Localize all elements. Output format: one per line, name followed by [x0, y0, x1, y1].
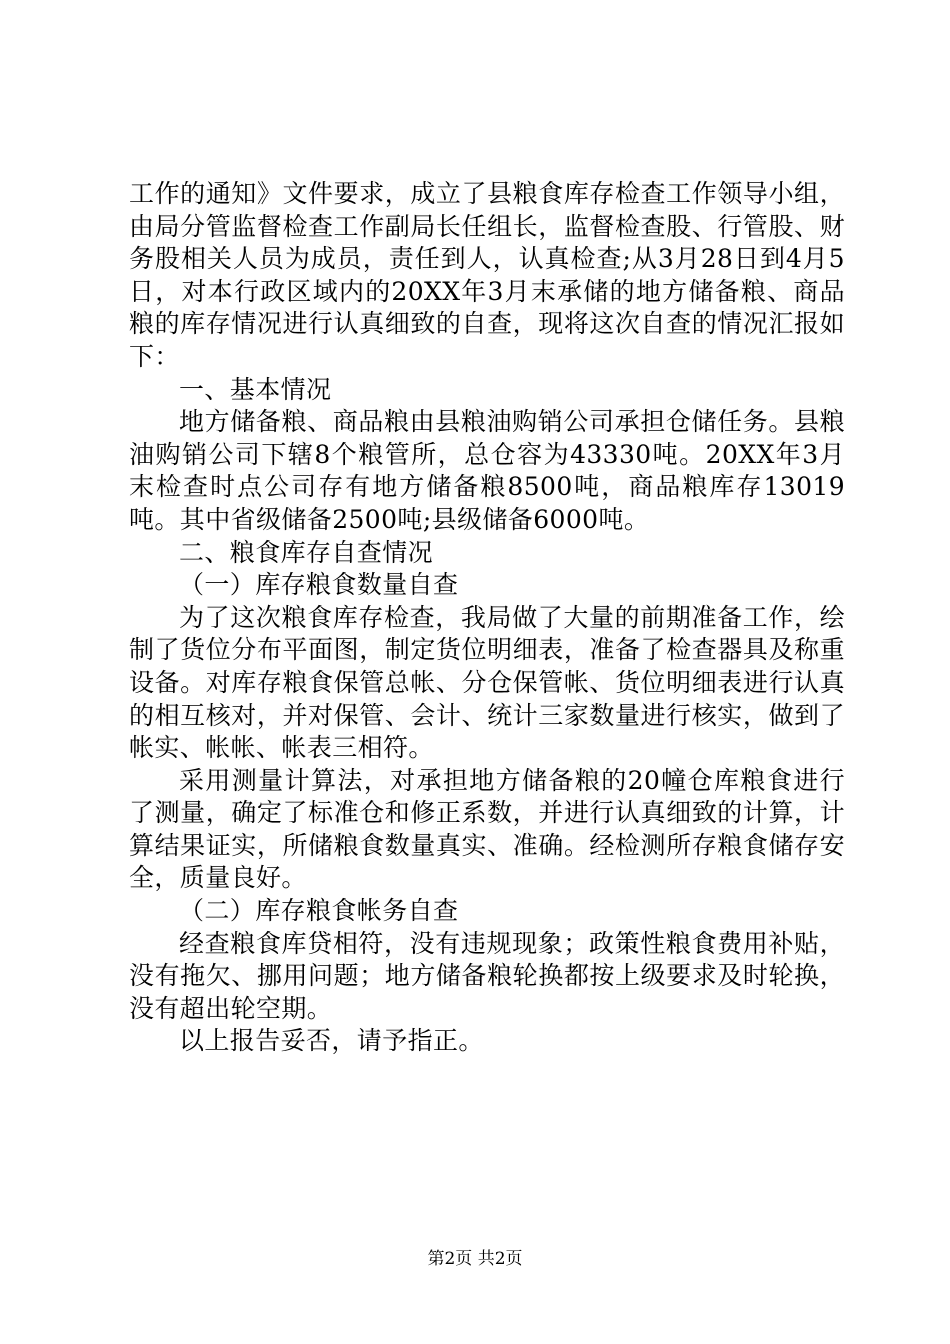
paragraph-measurement: 采用测量计算法，对承担地方储备粮的20幢仓库粮食进行了测量，确定了标准仓和修正系数，并进行认真细致的计算，计算结果证实，所储粮食数量真实、准确。经检测所存粮食储存安全，质量良好。 [129, 765, 845, 893]
subheading-accounts-check: （二）库存粮食帐务自查 [179, 896, 459, 926]
page-number: 第2页 共2页 [427, 1249, 523, 1269]
paragraph-accounts: 经查粮食库贷相符，没有违规现象；政策性粮食费用补贴，没有拖欠、挪用问题；地方储备粮轮换都按上级要求及时轮换，没有超出轮空期。 [129, 928, 845, 1023]
document-body [129, 178, 845, 1058]
page-footer [0, 1244, 950, 1269]
subheading-quantity-check: （一）库存粮食数量自查 [179, 570, 459, 600]
heading-basic-situation: 一、基本情况 [179, 374, 332, 404]
paragraph-closing: 以上报告妥否，请予指正。 [179, 1026, 484, 1056]
paragraph-intro: 工作的通知》文件要求，成立了县粮食库存检查工作领导小组，由局分管监督检查工作副局长任组长，监督检查股、行管股、财务股相关人员为成员，责任到人，认真检查;从3月28日到4月5日，对本行政区域内的20XX年3月末承储的地方储备粮、商品粮的库存情况进行认真细致的自查，现将这次自查的情况汇报如下： [129, 179, 845, 371]
paragraph-basic-situation: 地方储备粮、商品粮由县粮油购销公司承担仓储任务。县粮油购销公司下辖8个粮管所，总仓容为43330吨。20XX年3月末检查时点公司存有地方储备粮8500吨，商品粮库存13019吨。其中省级储备2500吨;县级储备6000吨。 [129, 407, 845, 534]
paragraph-preparation: 为了这次粮食库存检查，我局做了大量的前期准备工作，绘制了货位分布平面图，制定货位明细表，准备了检查器具及称重设备。对库存粮食保管总帐、分仓保管帐、货位明细表进行认真的相互核对，并对保管、会计、统计三家数量进行核实，做到了帐实、帐帐、帐表三相符。 [129, 602, 845, 763]
heading-self-inspection: 二、粮食库存自查情况 [179, 537, 434, 567]
